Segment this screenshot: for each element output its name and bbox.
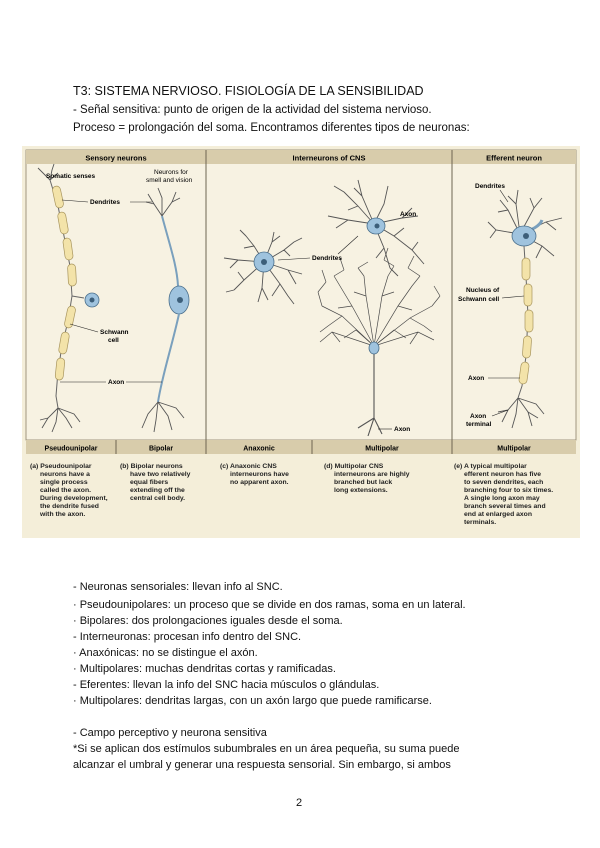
caption-b: (b) Bipolar neurons have two relatively equal fibers extending off the central cell body.	[120, 463, 191, 502]
type-band	[26, 440, 576, 454]
neuron-types-figure	[22, 146, 580, 538]
label-axon-interneuron: Axon	[400, 211, 417, 218]
page-title: T3: SISTEMA NERVIOSO. FISIOLOGÍA DE LA SENSIBILIDAD	[73, 84, 424, 98]
header-efferent: Efferent neuron	[486, 153, 542, 163]
header-interneurons: Interneurons of CNS	[292, 153, 366, 163]
label-somatic: Somatic senses	[46, 173, 96, 180]
label-dendrites-interneuron: Dendrites	[312, 255, 342, 262]
label-axon-terminal-2: terminal	[466, 421, 492, 428]
caption-a: (a) Pseudounipolar neurons have a single process called the axon. During development, the dendrite fused with the axon.	[30, 463, 108, 518]
intro-line-1: - Señal sensitiva: punto de origen de la actividad del sistema nervioso.	[73, 104, 432, 116]
label-axon-terminal-1: Axon	[470, 413, 487, 420]
bullet-line: · Bipolares: dos prolongaciones iguales desde el soma.	[73, 615, 343, 627]
type-anaxonic: Anaxonic	[243, 445, 275, 453]
label-nucleus-1: Nucleus of	[466, 287, 500, 294]
page-number: 2	[296, 797, 303, 809]
bullet-line: - Neuronas sensoriales: llevan info al SNC.	[73, 581, 283, 593]
bullet-line: *Si se aplican dos estímulos subumbrales en un área pequeña, su suma puede	[73, 743, 460, 755]
label-axon: Axon	[108, 379, 125, 386]
type-multipolar-efferent: Multipolar	[497, 445, 531, 453]
label-smell-2: smell and vision	[146, 177, 193, 184]
label-axon-multipolar: Axon	[394, 426, 411, 433]
header-sensory: Sensory neurons	[85, 153, 147, 163]
figure-panel	[26, 150, 576, 440]
label-axon-efferent: Axon	[468, 375, 485, 382]
bullet-line: - Campo perceptivo y neurona sensitiva	[73, 727, 267, 739]
type-multipolar-interneuron: Multipolar	[365, 445, 399, 453]
soma	[369, 342, 379, 354]
caption-e: (e) A typical multipolar efferent neuron has five to seven dendrites, each branching four to six times. A single long axon may branch several times and end at enlarged axon terminals.	[454, 463, 554, 526]
label-dendrites-efferent: Dendrites	[475, 183, 505, 190]
neuron-diagram	[22, 146, 580, 538]
bullet-line: · Anaxónicas: no se distingue el axón.	[73, 647, 258, 659]
type-pseudounipolar: Pseudounipolar	[44, 445, 98, 453]
type-bipolar: Bipolar	[148, 445, 174, 453]
caption-d: (d) Multipolar CNS interneurons are highly branched but lack long extensions.	[324, 463, 410, 494]
label-schwann-1: Schwann	[100, 329, 129, 336]
intro-line-2: Proceso = prolongación del soma. Encontramos diferentes tipos de neuronas:	[73, 122, 470, 134]
bullet-line: alcanzar el umbral y generar una respuesta sensorial. Sin embargo, si ambos	[73, 759, 451, 771]
label-nucleus-2: Schwann cell	[458, 296, 500, 303]
label-dendrites: Dendrites	[90, 199, 120, 206]
label-smell-1: Neurons for	[154, 169, 188, 176]
label-schwann-2: cell	[108, 337, 119, 344]
bullet-line: - Interneuronas: procesan info dentro del SNC.	[73, 631, 302, 643]
bullet-line: · Multipolares: dendritas largas, con un axón largo que puede ramificarse.	[73, 695, 432, 707]
caption-c: (c) Anaxonic CNS interneurons have no apparent axon.	[220, 463, 289, 486]
bullet-line: · Multipolares: muchas dendritas cortas y ramificadas.	[73, 663, 336, 675]
bullet-line: - Eferentes: llevan la info del SNC hacia músculos o glándulas.	[73, 679, 380, 691]
bullet-line: · Pseudounipolares: un proceso que se divide en dos ramas, soma en un lateral.	[73, 599, 466, 611]
